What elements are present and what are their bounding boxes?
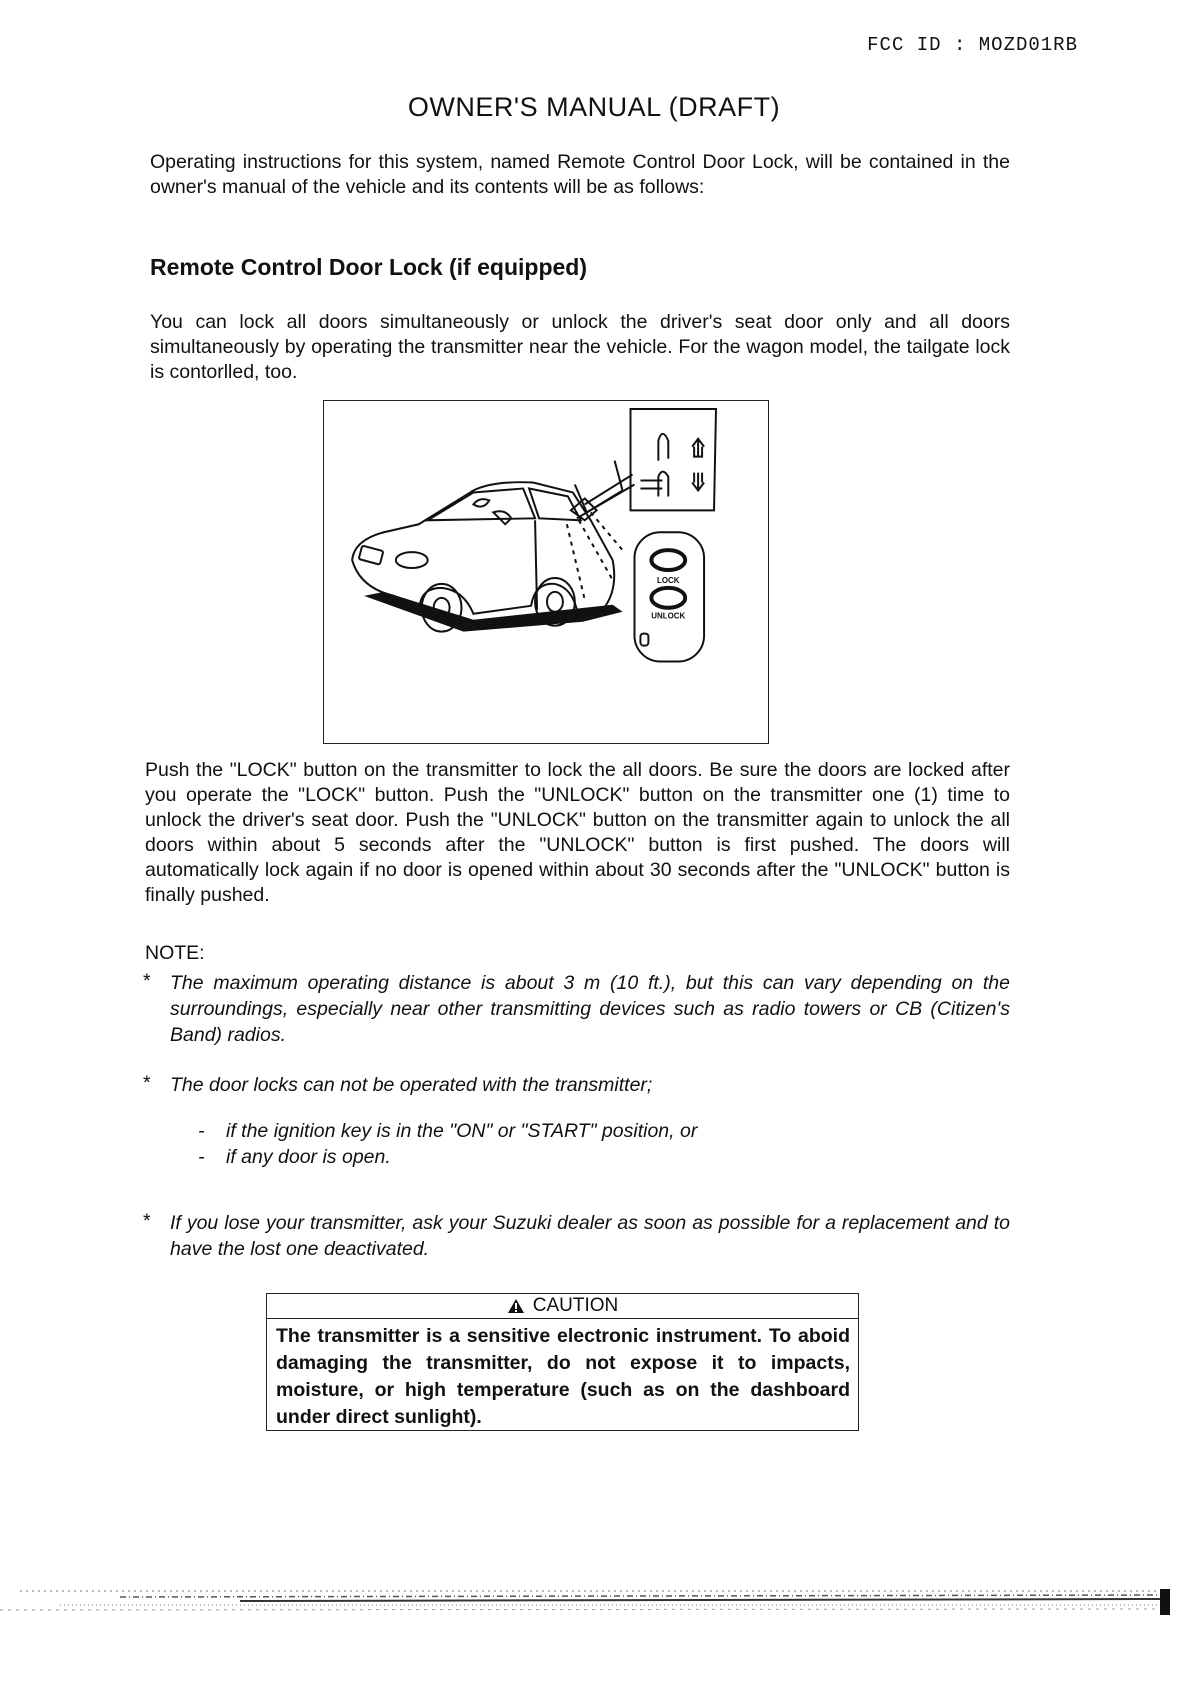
sub-item-dash-1: - (198, 1120, 205, 1142)
caution-text: The transmitter is a sensitive electronic instrument. To aboid damaging the transmitter, do not expose it to impacts, moisture, or high temperature (such as on the dashboard under direct sunlight). (276, 1325, 850, 1428)
intro-paragraph: Operating instructions for this system, named Remote Control Door Lock, will be contained in the owner's manual of the vehicle and its contents will be as follows: (150, 151, 1010, 198)
description-paragraph: You can lock all doors simultaneously or unlock the driver's seat door only and all doors simultaneously by operating the transmitter near the vehicle. For the wagon model, the tailgate lock is contorlled, too. (150, 311, 1010, 383)
lock-knob-callout (631, 409, 717, 510)
transmitter-drawing (634, 532, 704, 661)
caution-header (267, 1294, 858, 1319)
car-drawing (352, 482, 614, 631)
note-item-3: If you lose your transmitter, ask your Suzuki dealer as soon as possible for a replacement and to have the lost one deactivated. (170, 1212, 1010, 1260)
unlock-label: UNLOCK (651, 611, 686, 621)
section-heading: Remote Control Door Lock (if equipped) (150, 254, 587, 280)
page-title: OWNER'S MANUAL (DRAFT) (407, 92, 781, 122)
note-bullet-2: * (143, 1072, 151, 1094)
caution-title: CAUTION (532, 1295, 619, 1316)
sub-item-dash-2: - (198, 1146, 205, 1168)
caution-box (266, 1293, 859, 1431)
car-transmitter-illustration (323, 400, 769, 744)
note-item-1: The maximum operating distance is about 3 m (10 ft.), but this can vary depending on the surroundings, especially near other transmitting devices such as radio towers or CB (Citizen's Band) radios. (170, 972, 1010, 1046)
sub-item-1: if the ignition key is in the "ON" or "START" position, or (226, 1120, 698, 1142)
note-bullet-1: * (143, 970, 151, 992)
hand-signal-drawing (567, 461, 635, 600)
note-label: NOTE: (145, 942, 205, 964)
fcc-id: FCC ID : MOZD01RB (867, 34, 1078, 56)
lock-label: LOCK (657, 575, 680, 585)
warning-triangle-icon (507, 1298, 525, 1314)
sub-item-2: if any door is open. (226, 1146, 391, 1168)
note-bullet-3: * (143, 1210, 151, 1232)
scan-noise-strip (0, 1577, 1188, 1615)
note-item-2: The door locks can not be operated with the transmitter; (170, 1074, 653, 1096)
operation-paragraph: Push the "LOCK" button on the transmitter to lock the all doors. Be sure the doors are locked after you operate the "LOCK" button. Push the "UNLOCK" button on the transmitter one (1) time to unlock the driver's seat door. Push the "UNLOCK" button on the transmitter again to unlock the all doors within about 5 seconds after the "UNLOCK" button is first pushed. The doors will automatically lock again if no door is opened within about 30 seconds after the "UNLOCK" button is finally pushed. (145, 759, 1010, 906)
